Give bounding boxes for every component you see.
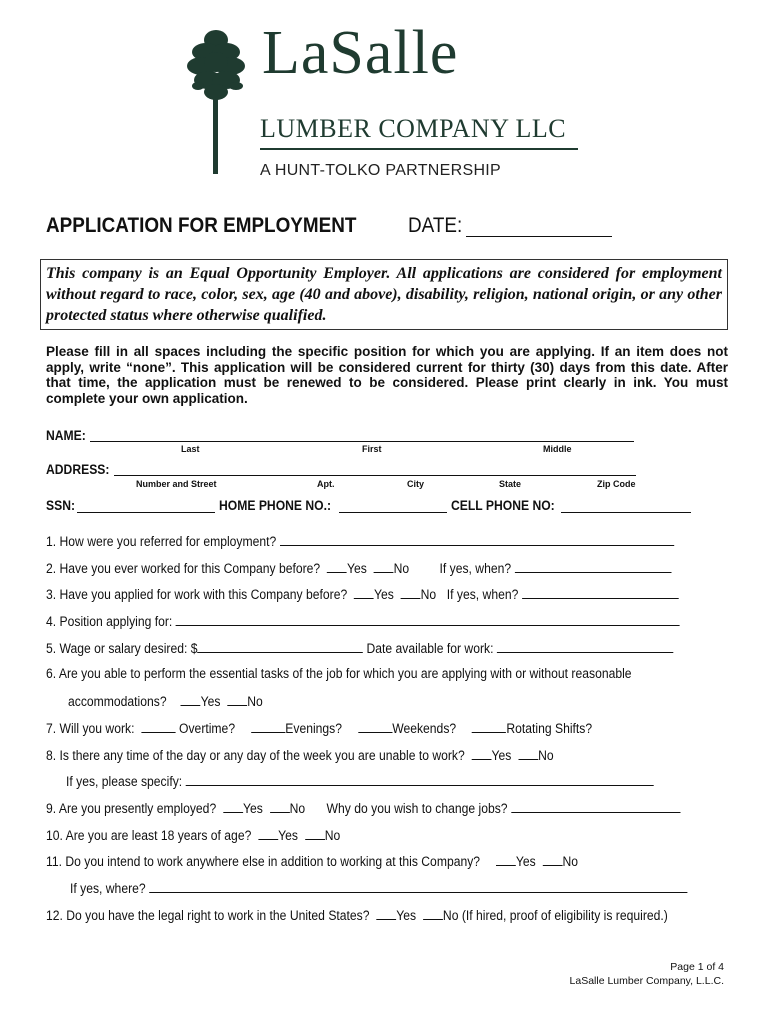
q8-yes-field[interactable] xyxy=(472,747,492,760)
ssn-label: SSN: xyxy=(46,498,76,513)
q10-yes-label: Yes xyxy=(278,828,298,843)
cell-phone-label: CELL PHONE NO: xyxy=(451,498,555,513)
q2-yes-label: Yes xyxy=(346,561,367,576)
q8-no-field[interactable] xyxy=(518,747,538,760)
q12-text: 12. Do you have the legal right to work in the United States? xyxy=(46,908,370,923)
wage-field[interactable] xyxy=(197,640,363,653)
address-city-label: City xyxy=(407,479,425,489)
q12-yes-label: Yes xyxy=(396,908,417,923)
q11-no-label: No xyxy=(562,854,578,869)
q8-yes-label: Yes xyxy=(491,748,512,763)
name-first-label: First xyxy=(362,444,382,454)
q9-why-field[interactable] xyxy=(511,800,680,813)
q3-no-label: No xyxy=(420,587,437,602)
q9-yes-field[interactable] xyxy=(223,800,243,813)
q11-yes-label: Yes xyxy=(515,854,536,869)
position-field[interactable] xyxy=(176,613,680,626)
q2-when-field[interactable] xyxy=(515,560,672,573)
q9-no-field[interactable] xyxy=(270,800,290,813)
question-2 xyxy=(46,560,671,576)
address-apt-label: Apt. xyxy=(317,479,335,489)
footer-company: LaSalle Lumber Company, L.L.C. xyxy=(569,975,724,987)
q11-no-field[interactable] xyxy=(543,853,563,866)
q9-yes-label: Yes xyxy=(243,801,263,816)
q3-yes-field[interactable] xyxy=(354,586,374,599)
q6-text: 6. Are you able to perform the essential tasks of the job for which you are applying with or without reasonable xyxy=(46,666,632,681)
name-label: NAME: xyxy=(46,428,86,443)
q11-yes-field[interactable] xyxy=(496,853,516,866)
q2-no-field[interactable] xyxy=(374,560,394,573)
question-12 xyxy=(46,907,668,923)
question-4 xyxy=(46,613,680,629)
title-row xyxy=(46,214,726,244)
address-label: ADDRESS: xyxy=(46,462,110,477)
q10-no-field[interactable] xyxy=(305,827,325,840)
q3-yes-label: Yes xyxy=(374,587,394,602)
name-middle-label: Middle xyxy=(543,444,572,454)
address-zip-label: Zip Code xyxy=(597,479,636,489)
question-9 xyxy=(46,800,680,816)
weekends-field[interactable] xyxy=(358,720,392,733)
home-phone-label: HOME PHONE NO.: xyxy=(219,498,332,513)
q9-why-label: Why do you wish to change jobs? xyxy=(326,801,508,816)
eeo-statement: This company is an Equal Opportunity Employer. All applications are considered for employment without regard to race, color, sex, age (40 and above), disability, religion, national origin, or any other protected status where otherwise qualified. xyxy=(40,259,728,330)
referral-field[interactable] xyxy=(280,533,674,546)
address-street-label: Number and Street xyxy=(136,479,217,489)
page-title: APPLICATION FOR EMPLOYMENT xyxy=(46,214,357,237)
q4-text: 4. Position applying for: xyxy=(46,614,173,629)
q6-yes-field[interactable] xyxy=(181,693,201,706)
instructions: Please fill in all spaces including the specific position for which you are applying. If an item does not apply, write “none”. This application will be considered current for thirty (30) days from this date. After that time, the application must be renewed to be considered. Please print clearly in ink. You must complete your own application. xyxy=(46,344,728,406)
q8-specify-label: If yes, please specify: xyxy=(66,774,183,789)
q11-text: 11. Do you intend to work anywhere else in addition to working at this Company? xyxy=(46,854,481,869)
home-phone-field[interactable] xyxy=(339,512,447,513)
q2-text: 2. Have you ever worked for this Company before? xyxy=(46,561,321,576)
q7-text: 7. Will you work: xyxy=(46,721,135,736)
address-field[interactable] xyxy=(114,475,636,476)
q6-text-cont: accommodations? xyxy=(68,694,167,709)
q3-when-label: If yes, when? xyxy=(446,587,519,602)
available-date-field[interactable] xyxy=(497,640,673,653)
q9-text: 9. Are you presently employed? xyxy=(46,801,217,816)
rotating-shifts-field[interactable] xyxy=(472,720,506,733)
brand-name: LaSalle xyxy=(262,19,459,87)
cell-phone-field[interactable] xyxy=(561,512,691,513)
q7-weekends-label: Weekends? xyxy=(392,721,457,736)
brand-tagline: A HUNT-TOLKO PARTNERSHIP xyxy=(260,162,502,179)
q6-yes-label: Yes xyxy=(200,694,221,709)
question-7 xyxy=(46,720,592,736)
q12-no-label: No (If hired, proof of eligibility is required.) xyxy=(442,908,668,923)
question-11 xyxy=(46,853,578,869)
q7-rotating-label: Rotating Shifts? xyxy=(506,721,593,736)
brand-subtitle: LUMBER COMPANY LLC xyxy=(260,114,567,143)
name-field[interactable] xyxy=(90,441,634,442)
q8-text: 8. Is there any time of the day or any day of the week you are unable to work? xyxy=(46,748,465,763)
brand-divider xyxy=(260,148,578,150)
name-last-label: Last xyxy=(181,444,200,454)
address-state-label: State xyxy=(499,479,522,489)
q3-no-field[interactable] xyxy=(401,586,421,599)
q11-where-label: If yes, where? xyxy=(70,881,146,896)
q7-overtime-label: Overtime? xyxy=(179,721,236,736)
question-3 xyxy=(46,586,678,602)
q5-text: 5. Wage or salary desired: $ xyxy=(46,641,198,656)
q6-no-label: No xyxy=(247,694,263,709)
question-8-cont xyxy=(66,773,654,789)
q10-text: 10. Are you are least 18 years of age? xyxy=(46,828,252,843)
question-5 xyxy=(46,640,673,656)
tree-icon xyxy=(186,26,250,176)
q2-when-label: If yes, when? xyxy=(439,561,512,576)
question-1 xyxy=(46,533,674,549)
q5-available-label: Date available for work: xyxy=(366,641,494,656)
company-logo xyxy=(186,19,586,186)
q10-no-label: No xyxy=(324,828,341,843)
q9-no-label: No xyxy=(289,801,306,816)
question-6 xyxy=(46,666,632,681)
date-label: DATE: xyxy=(408,214,463,237)
evenings-field[interactable] xyxy=(251,720,285,733)
q1-text: 1. How were you referred for employment? xyxy=(46,534,277,549)
date-field[interactable] xyxy=(466,236,612,237)
q3-text: 3. Have you applied for work with this Company before? xyxy=(46,587,348,602)
q8-specify-field[interactable] xyxy=(186,773,654,786)
ssn-field[interactable] xyxy=(77,512,215,513)
page-number: Page 1 of 4 xyxy=(670,961,724,973)
q6-no-field[interactable] xyxy=(227,693,247,706)
question-6-cont xyxy=(68,693,263,709)
q3-when-field[interactable] xyxy=(522,586,679,599)
question-11-cont xyxy=(70,880,687,896)
q11-where-field[interactable] xyxy=(149,880,687,893)
question-8 xyxy=(46,747,554,763)
q8-no-label: No xyxy=(538,748,554,763)
q7-evenings-label: Evenings? xyxy=(285,721,343,736)
q12-yes-field[interactable] xyxy=(377,907,397,920)
q12-no-field[interactable] xyxy=(423,907,443,920)
q2-yes-field[interactable] xyxy=(327,560,347,573)
overtime-field[interactable] xyxy=(141,720,175,733)
q10-yes-field[interactable] xyxy=(258,827,278,840)
q2-no-label: No xyxy=(393,561,410,576)
question-10 xyxy=(46,827,340,843)
